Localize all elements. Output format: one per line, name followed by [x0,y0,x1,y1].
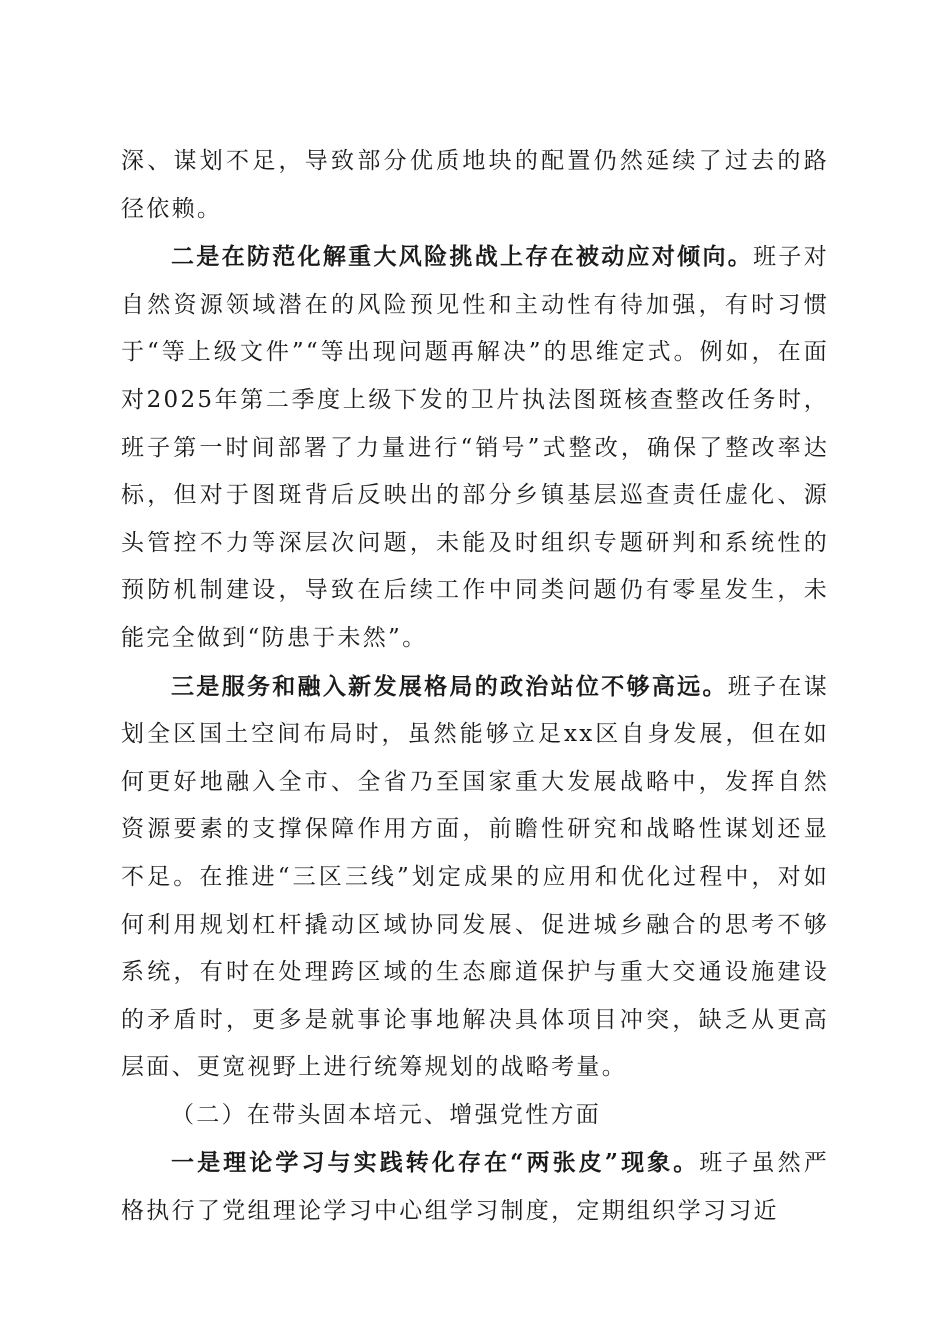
paragraph-risk-response [121,233,829,662]
paragraph-text: 深、谋划不足，导致部分优质地块的配置仍然延续了过去的路径依赖。 [121,148,829,222]
paragraph-text: 班子虽然严格执行了党组理论学习中心组学习制度，定期组织学习习近 [121,1150,830,1225]
paragraph-text: 班子在谋划全区国土空间布局时，虽然能够立足xx区自身发展，但在如何更好地融入全市、全省乃至国家重大发展战略中，发挥自然资源要素的支撑保障作用方面，前瞻性研究和战略性谋划还显不足。在推进“三区三线”划定成果的应用和优化过程中，对如何利用规划杠杆撬动区域协同发展、促进城乡融合的思考不够系统，有时在处理跨区域的生态廊道保护与重大交通设施建设的矛盾时，更多是就事论事地解决具体项目冲突，缺乏从更高层面、更宽视野上进行统筹规划的战略考量。 [121,673,829,1081]
paragraph-political-stance [121,663,829,1092]
section-heading: （二）在带头固本培元、增强党性方面 [171,1101,602,1128]
paragraph-continuation [121,138,829,233]
document-body [121,138,829,1236]
paragraph-text: 班子对自然资源领域潜在的风险预见性和主动性有待加强，有时习惯于“等上级文件”“等出现问题再解决”的思维定式。例如，在面对2025年第二季度上级下发的卫片执法图斑核查整改任务时，班子第一时间部署了力量进行“销号”式整改，确保了整改率达标，但对于图斑背后反映出的部分乡镇基层巡查责任虚化、源头管控不力等深层次问题，未能及时组织专题研判和系统性的预防机制建设，导致在后续工作中同类问题仍有零星发生，未能完全做到“防患于未然”。 [121,244,829,651]
paragraph-lead: 三是服务和融入新发展格局的政治站位不够高远。 [171,672,728,700]
paragraph-theory-practice [121,1139,829,1235]
paragraph-lead: 二是在防范化解重大风险挑战上存在被动应对倾向。 [171,243,754,271]
paragraph-lead: 一是理论学习与实践转化存在“两张皮”现象。 [171,1149,700,1177]
